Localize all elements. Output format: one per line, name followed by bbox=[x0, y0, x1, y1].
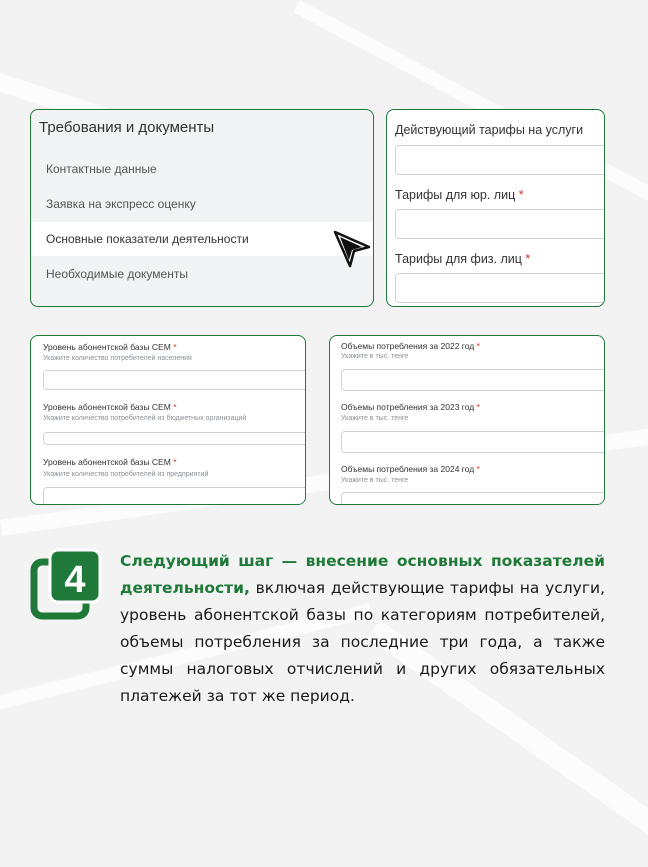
nav-item-express-application[interactable]: Заявка на экспресс оценку bbox=[46, 197, 196, 211]
consumption-2024-input[interactable] bbox=[341, 492, 605, 505]
required-mark: * bbox=[476, 402, 480, 412]
required-mark: * bbox=[476, 464, 480, 474]
consumption-field-label-row bbox=[341, 402, 480, 412]
step-number-badge bbox=[30, 546, 106, 622]
consumption-field-hint: Укажите в тыс. тенге bbox=[341, 415, 409, 422]
legal-tariffs-input[interactable] bbox=[395, 209, 605, 239]
current-tariffs-input[interactable] bbox=[395, 145, 605, 175]
consumption-2023-input[interactable] bbox=[341, 431, 605, 453]
subscriber-field-hint: Укажите количество потребителей из предприятий bbox=[43, 471, 209, 478]
consumption-field-label: Объемы потребления за 2023 год bbox=[341, 402, 475, 412]
individual-tariffs-label: Тарифы для физ. лиц bbox=[395, 252, 522, 266]
nav-item-key-indicators[interactable]: Основные показатели деятельности bbox=[31, 222, 373, 256]
individual-tariffs-input[interactable] bbox=[395, 273, 605, 303]
step-text: включая действующие тарифы на услуги, уровень абонентской базы по категориям потребителей, объемы потребления за последние три года, а также суммы налоговых отчислений и других обязательных платежей за тот же период. bbox=[120, 579, 605, 705]
current-tariffs-label: Действующий тарифы на услуги bbox=[395, 123, 584, 137]
consumption-field-label-row bbox=[341, 341, 480, 351]
subscriber-field-hint: Укажите количество потребителей из бюджетных организаций bbox=[43, 415, 247, 422]
nav-item-required-documents[interactable]: Необходимые документы bbox=[46, 267, 188, 281]
legal-tariffs-label: Тарифы для юр. лиц bbox=[395, 188, 516, 202]
tariffs-panel bbox=[386, 109, 605, 307]
subscriber-budget-input[interactable] bbox=[43, 432, 306, 445]
subscriber-field-label: Уровень абонентской базы СЕМ bbox=[43, 402, 171, 412]
consumption-field-label: Объемы потребления за 2022 год bbox=[341, 341, 475, 351]
required-mark: * bbox=[173, 457, 177, 467]
consumption-field-hint: Укажите в тыс. тенге bbox=[341, 353, 409, 360]
subscriber-field-label-row bbox=[43, 342, 177, 352]
required-mark: * bbox=[525, 252, 531, 266]
consumption-field-label: Объемы потребления за 2024 год bbox=[341, 464, 475, 474]
consumption-field-hint: Укажите в тыс. тенге bbox=[341, 477, 409, 484]
required-mark: * bbox=[173, 402, 177, 412]
required-mark: * bbox=[476, 341, 480, 351]
requirements-title: Требования и документы bbox=[39, 119, 215, 136]
step-number: 4 bbox=[64, 559, 86, 601]
consumption-panel bbox=[329, 335, 605, 505]
step-highlight: Следующий шаг — внесение основных показателей деятельности, bbox=[120, 552, 605, 597]
subscriber-field-hint: Укажите количество потребителей населения bbox=[43, 355, 192, 362]
subscriber-field-label: Уровень абонентской базы СЕМ bbox=[43, 342, 171, 352]
consumption-2022-input[interactable] bbox=[341, 369, 605, 391]
subscriber-field-label-row bbox=[43, 457, 177, 467]
mouse-cursor-icon bbox=[332, 229, 372, 269]
step-description bbox=[120, 548, 605, 710]
subscriber-enterprise-input[interactable] bbox=[43, 487, 306, 505]
required-mark: * bbox=[518, 188, 524, 202]
subscriber-field-label: Уровень абонентской базы СЕМ bbox=[43, 457, 171, 467]
subscriber-population-input[interactable] bbox=[43, 370, 306, 390]
nav-item-contacts[interactable]: Контактные данные bbox=[46, 162, 157, 176]
individual-tariffs-label-row bbox=[395, 252, 530, 266]
subscriber-base-panel bbox=[30, 335, 306, 505]
consumption-field-label-row bbox=[341, 464, 480, 474]
requirements-panel bbox=[30, 109, 374, 307]
required-mark: * bbox=[173, 342, 177, 352]
legal-tariffs-label-row bbox=[395, 188, 524, 202]
subscriber-field-label-row bbox=[43, 402, 177, 412]
